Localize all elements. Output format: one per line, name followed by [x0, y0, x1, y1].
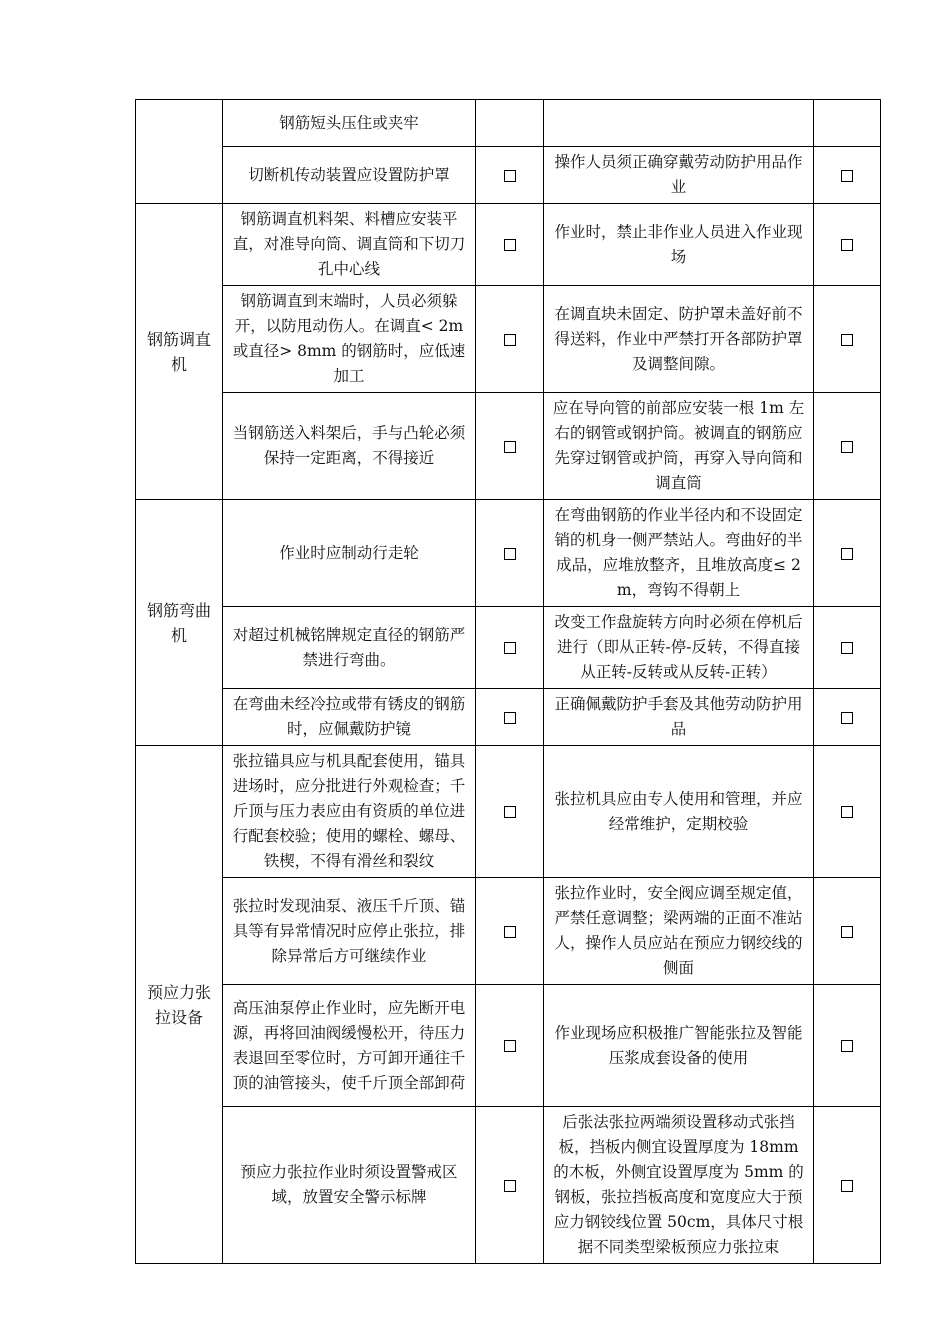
checkbox-cell-left[interactable] — [476, 500, 544, 607]
checkbox-icon[interactable] — [504, 642, 516, 654]
checkbox-cell-left[interactable] — [476, 985, 544, 1107]
checkbox-icon[interactable] — [841, 1040, 853, 1052]
checkbox-cell-left[interactable] — [476, 204, 544, 286]
checkbox-icon[interactable] — [841, 334, 853, 346]
checkbox-icon[interactable] — [504, 239, 516, 251]
check-item-left: 钢筋调直机料架、料槽应安装平直，对准导向筒、调直筒和下切刀孔中心线 — [223, 204, 476, 286]
table-row — [136, 286, 881, 393]
table-row — [136, 689, 881, 746]
checkbox-icon[interactable] — [504, 1040, 516, 1052]
checkbox-icon[interactable] — [841, 926, 853, 938]
checkbox-icon[interactable] — [841, 712, 853, 724]
checkbox-cell-right[interactable] — [814, 286, 881, 393]
checkbox-cell-right[interactable] — [814, 147, 881, 204]
equipment-category-cell: 预应力张拉设备 — [136, 746, 223, 1264]
checkbox-icon[interactable] — [504, 334, 516, 346]
check-item-right: 后张法张拉两端须设置移动式张挡板，挡板内侧宜设置厚度为 18mm 的木板，外侧宜设置厚度为 5mm 的钢板，张拉挡板高度和宽度应大于预应力钢铰线位置 50cm，具体尺寸根据不同类型梁板预应力张拉束 — [544, 1107, 814, 1264]
check-item-left: 张拉锚具应与机具配套使用，锚具进场时，应分批进行外观检查；千斤顶与压力表应由有资质的单位进行配套校验；使用的螺栓、螺母、铁楔，不得有滑丝和裂纹 — [223, 746, 476, 878]
check-item-right: 操作人员须正确穿戴劳动防护用品作业 — [544, 147, 814, 204]
checkbox-cell-right[interactable] — [814, 500, 881, 607]
checkbox-cell-right[interactable] — [814, 607, 881, 689]
check-item-right: 改变工作盘旋转方向时必须在停机后进行（即从正转-停-反转，不得直接从正转-反转或从反转-正转） — [544, 607, 814, 689]
checkbox-icon[interactable] — [504, 926, 516, 938]
checkbox-cell-right[interactable] — [814, 204, 881, 286]
checkbox-cell-left[interactable] — [476, 1107, 544, 1264]
checkbox-cell-left[interactable] — [476, 393, 544, 500]
checkbox-icon[interactable] — [504, 712, 516, 724]
check-item-left: 当钢筋送入料架后，手与凸轮必须保持一定距离，不得接近 — [223, 393, 476, 500]
checkbox-cell-left[interactable] — [476, 746, 544, 878]
checkbox-icon[interactable] — [504, 170, 516, 182]
check-item-left: 高压油泵停止作业时，应先断开电源，再将回油阀缓慢松开，待压力表退回至零位时，方可卸开通往千顶的油管接头，使千斤顶全部卸荷 — [223, 985, 476, 1107]
check-item-right: 张拉机具应由专人使用和管理，并应经常维护，定期校验 — [544, 746, 814, 878]
checkbox-icon[interactable] — [841, 170, 853, 182]
table-row — [136, 204, 881, 286]
checkbox-cell-right[interactable] — [814, 393, 881, 500]
checkbox-icon[interactable] — [504, 806, 516, 818]
checkbox-cell-left[interactable] — [476, 286, 544, 393]
check-item-left: 张拉时发现油泵、液压千斤顶、锚具等有异常情况时应停止张拉，排除异常后方可继续作业 — [223, 878, 476, 985]
table-row — [136, 878, 881, 985]
check-item-left: 作业时应制动行走轮 — [223, 500, 476, 607]
checkbox-cell-left[interactable] — [476, 878, 544, 985]
check-item-left: 钢筋短头压住或夹牢 — [223, 100, 476, 147]
checkbox-cell-right[interactable] — [814, 689, 881, 746]
check-item-right: 正确佩戴防护手套及其他劳动防护用品 — [544, 689, 814, 746]
check-item-left: 钢筋调直到末端时，人员必须躲开，以防甩动伤人。在调直< 2m 或直径> 8mm 的钢筋时，应低速加工 — [223, 286, 476, 393]
check-item-right: 张拉作业时，安全阀应调至规定值，严禁任意调整；梁两端的正面不准站人，操作人员应站在预应力钢绞线的侧面 — [544, 878, 814, 985]
check-item-left: 切断机传动装置应设置防护罩 — [223, 147, 476, 204]
checkbox-cell-left[interactable] — [476, 100, 544, 147]
checkbox-cell-right[interactable] — [814, 985, 881, 1107]
checkbox-cell-left[interactable] — [476, 147, 544, 204]
checkbox-cell-right[interactable] — [814, 878, 881, 985]
checkbox-cell-right[interactable] — [814, 746, 881, 878]
equipment-category-cell — [136, 100, 223, 204]
checkbox-icon[interactable] — [841, 441, 853, 453]
table-row — [136, 1107, 881, 1264]
table-row — [136, 607, 881, 689]
check-item-right: 在调直块未固定、防护罩未盖好前不得送料，作业中严禁打开各部防护罩及调整间隙。 — [544, 286, 814, 393]
checkbox-cell-left[interactable] — [476, 689, 544, 746]
check-item-right — [544, 100, 814, 147]
checkbox-icon[interactable] — [504, 441, 516, 453]
table-row — [136, 100, 881, 147]
check-item-right: 应在导向管的前部应安装一根 1m 左右的钢管或钢护筒。被调直的钢筋应先穿过钢管或护筒，再穿入导向筒和调直筒 — [544, 393, 814, 500]
checkbox-icon[interactable] — [841, 239, 853, 251]
inspection-checklist-table — [135, 99, 881, 1264]
table-row — [136, 746, 881, 878]
checkbox-icon[interactable] — [841, 1180, 853, 1192]
table-row — [136, 985, 881, 1107]
table-row — [136, 147, 881, 204]
checkbox-icon[interactable] — [504, 548, 516, 560]
equipment-category-cell: 钢筋调直机 — [136, 204, 223, 500]
checkbox-icon[interactable] — [504, 1180, 516, 1192]
checkbox-icon[interactable] — [841, 642, 853, 654]
check-item-right: 作业时，禁止非作业人员进入作业现场 — [544, 204, 814, 286]
checklist-body — [136, 100, 881, 1264]
checkbox-cell-right[interactable] — [814, 100, 881, 147]
equipment-category-cell: 钢筋弯曲机 — [136, 500, 223, 746]
checkbox-icon[interactable] — [841, 806, 853, 818]
checkbox-icon[interactable] — [841, 548, 853, 560]
check-item-right: 在弯曲钢筋的作业半径内和不设固定销的机身一侧严禁站人。弯曲好的半成品，应堆放整齐，且堆放高度≤ 2m，弯钩不得朝上 — [544, 500, 814, 607]
check-item-left: 在弯曲未经冷拉或带有锈皮的钢筋时，应佩戴防护镜 — [223, 689, 476, 746]
table-row — [136, 500, 881, 607]
checkbox-cell-left[interactable] — [476, 607, 544, 689]
table-row — [136, 393, 881, 500]
checkbox-cell-right[interactable] — [814, 1107, 881, 1264]
check-item-left: 对超过机械铭牌规定直径的钢筋严禁进行弯曲。 — [223, 607, 476, 689]
check-item-right: 作业现场应积极推广智能张拉及智能压浆成套设备的使用 — [544, 985, 814, 1107]
check-item-left: 预应力张拉作业时须设置警戒区域，放置安全警示标牌 — [223, 1107, 476, 1264]
